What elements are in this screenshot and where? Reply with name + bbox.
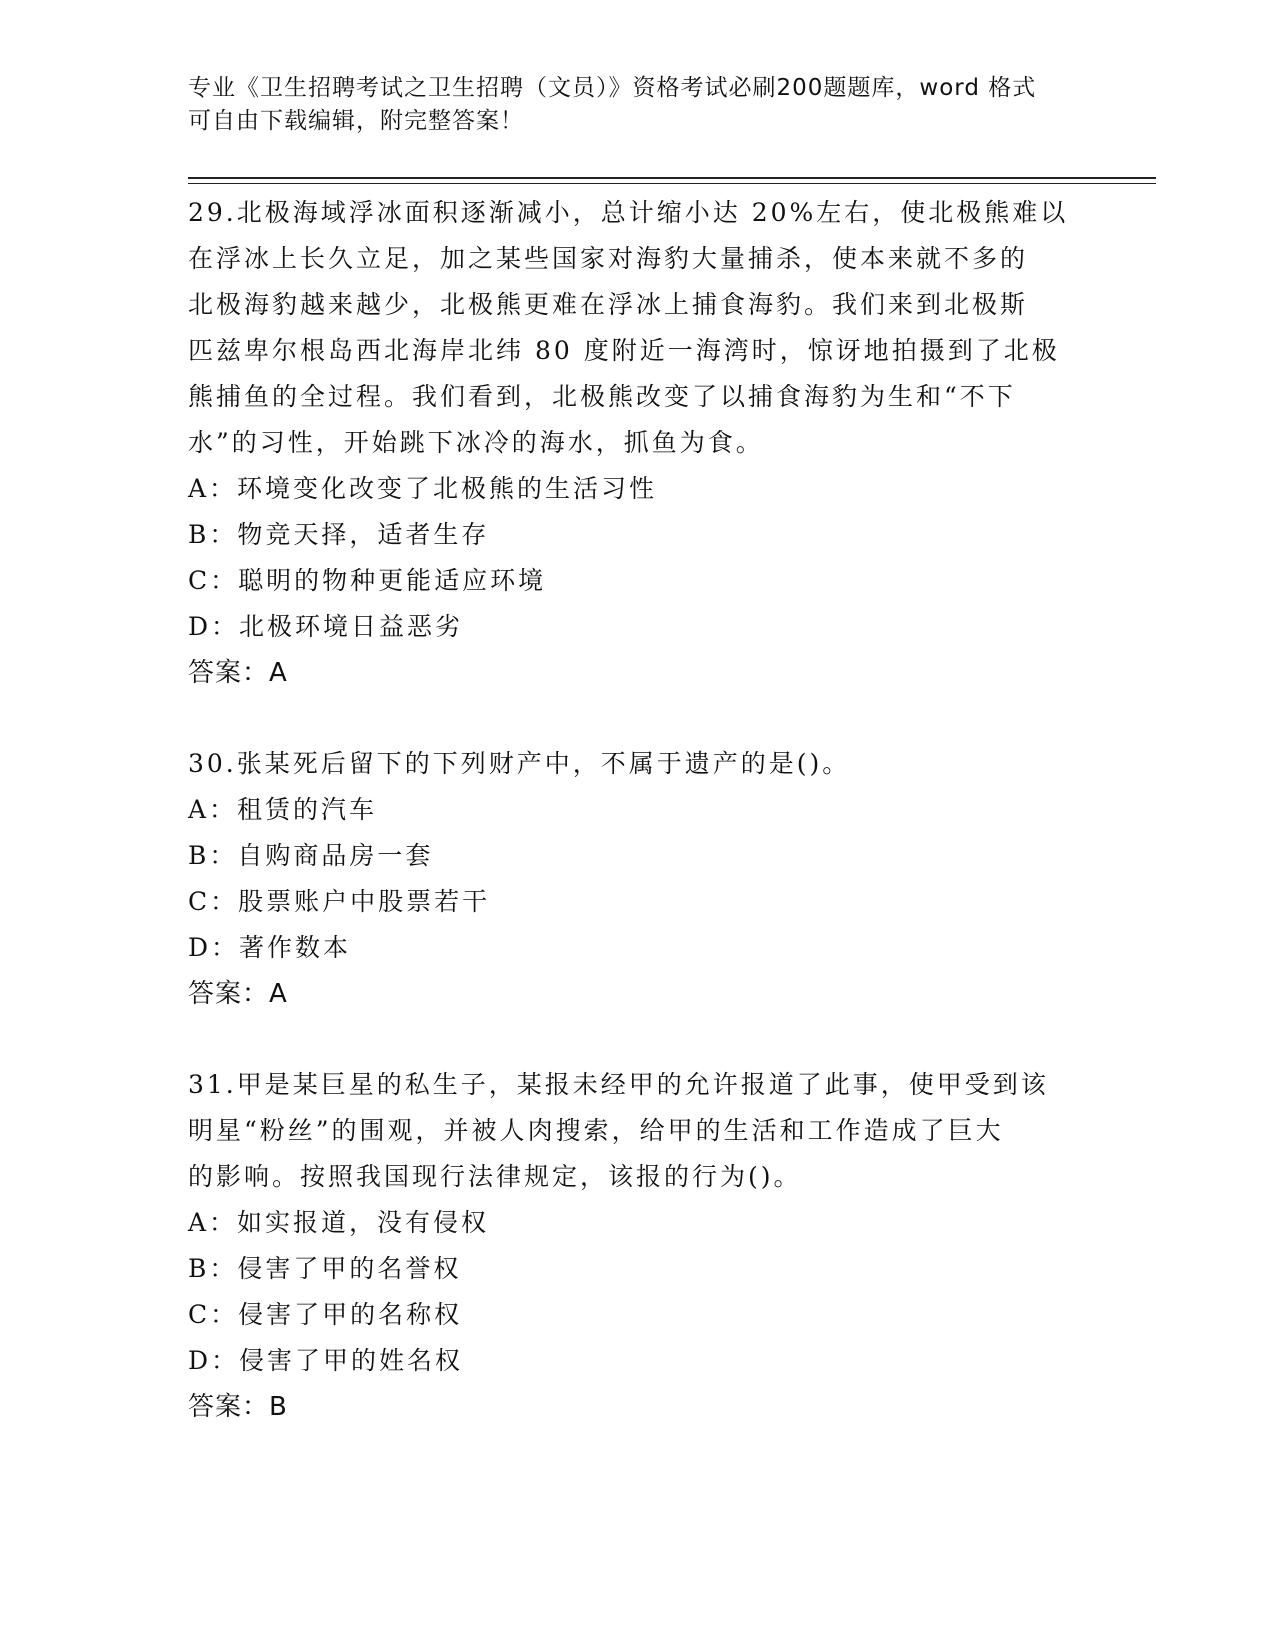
question-stem-line: 的影响。按照我国现行法律规定，该报的行为()。 (188, 1162, 802, 1191)
question-stem-line: 匹兹卑尔根岛西北海岸北纬 80 度附近一海湾时，惊讶地拍摄到了北极 (188, 336, 1060, 365)
question-stem-line: 水”的习性，开始跳下冰冷的海水，抓鱼为食。 (188, 428, 764, 457)
question-stem-line: 30.张某死后留下的下列财产中，不属于遗产的是()。 (188, 749, 851, 778)
answer-label: 答案：A (188, 658, 288, 688)
option-a: A：租赁的汽车 (188, 795, 378, 824)
option-c: C：聪明的物种更能适应环境 (188, 566, 547, 595)
header-divider-thin (188, 183, 1156, 184)
question-stem-line: 31.甲是某巨星的私生子，某报未经甲的允许报道了此事，使甲受到该 (188, 1070, 1049, 1099)
document-header (188, 72, 1088, 138)
question-list (188, 190, 1088, 1430)
question-stem-line: 熊捕鱼的全过程。我们看到，北极熊改变了以捕食海豹为生和“不下 (188, 382, 1016, 411)
option-d: D：北极环境日益恶劣 (188, 612, 464, 641)
question-stem-line: 29.北极海域浮冰面积逐渐减小，总计缩小达 20%左右，使北极熊难以 (188, 198, 1069, 227)
question-stem-line: 明星“粉丝”的围观，并被人肉搜索，给甲的生活和工作造成了巨大 (188, 1116, 1004, 1145)
header-divider (188, 177, 1156, 179)
question-stem-line: 在浮冰上长久立足，加之某些国家对海豹大量捕杀，使本来就不多的 (188, 244, 1029, 273)
question-29 (188, 190, 1088, 696)
option-d: D：著作数本 (188, 933, 352, 962)
option-c: C：侵害了甲的名称权 (188, 1300, 463, 1329)
option-b: B：侵害了甲的名誉权 (188, 1254, 462, 1283)
header-line: 专业《卫生招聘考试之卫生招聘（文员）》资格考试必刷200题题库，word 格式 (188, 75, 1037, 101)
header-line: 可自由下载编辑，附完整答案！ (188, 108, 524, 134)
option-a: A：如实报道，没有侵权 (188, 1208, 490, 1237)
option-b: B：物竞天择，适者生存 (188, 520, 490, 549)
answer-label: 答案：A (188, 979, 288, 1009)
option-d: D：侵害了甲的姓名权 (188, 1346, 464, 1375)
question-stem-line: 北极海豹越来越少，北极熊更难在浮冰上捕食海豹。我们来到北极斯 (188, 290, 1029, 319)
option-b: B：自购商品房一套 (188, 841, 434, 870)
option-c: C：股票账户中股票若干 (188, 887, 491, 916)
answer-label: 答案：B (188, 1392, 288, 1422)
question-31 (188, 1062, 1088, 1430)
option-a: A：环境变化改变了北极熊的生活习性 (188, 474, 658, 503)
question-30 (188, 741, 1088, 1017)
